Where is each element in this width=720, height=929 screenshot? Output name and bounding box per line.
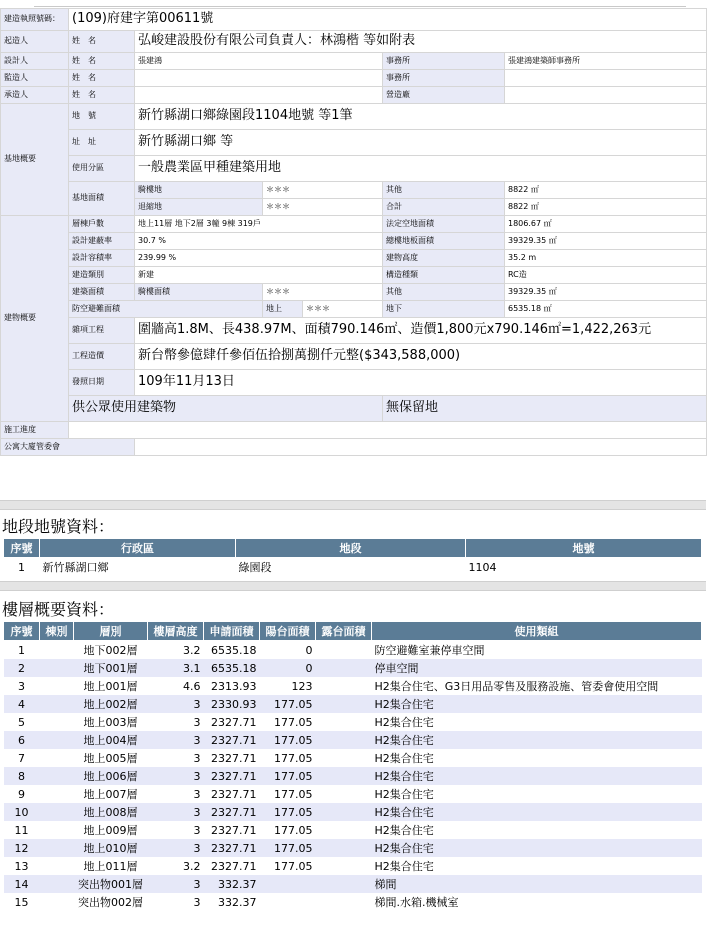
table-row — [4, 767, 702, 785]
floors-cell: 14 — [4, 875, 40, 893]
floors-cell — [40, 839, 74, 857]
floors-cell — [316, 875, 372, 893]
floors-cell: 123 — [291, 679, 313, 693]
floors-cell — [40, 893, 74, 911]
floors-cell: 9 — [18, 787, 25, 801]
floors-cell: H2集合住宅 — [374, 788, 434, 801]
building-overview-label: 建物概要 — [1, 216, 69, 422]
floors-cell: 2327.71 — [211, 787, 257, 801]
floors-cell: 突出物002層 — [78, 896, 143, 909]
table-row — [4, 558, 702, 577]
height-value: 35.2 m — [505, 250, 707, 267]
floors-cell: 3.2 — [183, 643, 201, 657]
arcade-value: ＊＊＊ — [263, 182, 383, 199]
floors-cell: 2330.93 — [204, 695, 260, 713]
floors-cell — [316, 893, 372, 911]
floors-cell — [316, 659, 372, 677]
setback-value: ＊＊＊ — [263, 199, 383, 216]
floors-cell — [40, 875, 74, 893]
site-area-label: 基地面積 — [69, 182, 135, 216]
above-label: 地上 — [263, 301, 303, 318]
total-floor-label: 總樓地板面積 — [383, 233, 505, 250]
height-label: 建物高度 — [383, 250, 505, 267]
floors-cell: 177.05 — [274, 859, 313, 873]
designer-name: 張建鴻 — [135, 53, 383, 70]
floors-cell: 4.6 — [183, 679, 201, 693]
floors-cell: 3.1 — [148, 659, 204, 677]
land-header-3: 地號 — [466, 539, 702, 558]
floors-cell: H2集合住宅 — [372, 695, 702, 713]
floors-label: 層棟戶數 — [69, 216, 135, 233]
floors-cell — [316, 749, 372, 767]
floors-header-4: 申請面積 — [204, 622, 260, 641]
floors-cell: H2集合住宅 — [372, 767, 702, 785]
contractor-name-label: 姓 名 — [69, 87, 135, 104]
floors-cell: 177.05 — [274, 787, 313, 801]
floors-cell: 12 — [4, 839, 40, 857]
floors-cell: H2集合住宅 — [374, 824, 434, 837]
contractor-name — [135, 87, 383, 104]
floors-cell: 3 — [193, 787, 201, 801]
designer-label: 設計人 — [1, 53, 69, 70]
setback-label: 退縮地 — [135, 199, 263, 216]
zoning-label: 使用分區 — [69, 156, 135, 182]
site-total-label: 合計 — [383, 199, 505, 216]
far-label: 設計容積率 — [69, 250, 135, 267]
floors-cell — [40, 731, 74, 749]
floors-cell: 3.2 — [183, 859, 201, 873]
floors-cell: 6535.18 — [204, 659, 260, 677]
floors-header-7: 使用類組 — [372, 622, 702, 641]
date-value: 109年11月13日 — [135, 370, 707, 396]
supervisor-name — [135, 70, 383, 87]
floors-cell — [316, 803, 372, 821]
floors-cell — [316, 821, 372, 839]
supervisor-office-label: 事務所 — [383, 70, 505, 87]
land-section-title: 地段地號資料： — [2, 517, 115, 536]
floors-cell: 177.05 — [274, 715, 313, 729]
above-value: ＊＊＊ — [303, 301, 383, 318]
floors-cell: 3 — [148, 767, 204, 785]
land-header-2: 地段 — [236, 539, 466, 558]
floors-cell: 0 — [260, 659, 316, 677]
floors-cell — [40, 659, 74, 677]
floors-cell: 177.05 — [260, 695, 316, 713]
coverage-label: 設計建蔽率 — [69, 233, 135, 250]
floors-cell: H2集合住宅 — [374, 752, 434, 765]
floors-cell — [316, 785, 372, 803]
land-cell: 新竹縣湖口鄉 — [42, 561, 109, 574]
build-type-value: 新建 — [135, 267, 383, 284]
coverage-value: 30.7 % — [135, 233, 383, 250]
table-row — [4, 695, 702, 713]
floors-cell: 突出物001層 — [74, 875, 148, 893]
floors-cell — [40, 767, 74, 785]
floors-cell: 2327.71 — [204, 839, 260, 857]
zoning-value: 一般農業區甲種建築用地 — [135, 156, 707, 182]
build-other-value: 39329.35 ㎡ — [505, 284, 707, 301]
open-space-value: 1806.67 ㎡ — [505, 216, 707, 233]
permit-no-label: 建造執照號碼： — [1, 9, 69, 31]
floor-section-title: 樓層概要資料： — [2, 600, 115, 619]
floors-cell: 地上007層 — [83, 788, 138, 801]
applicant-label: 起造人 — [1, 31, 69, 53]
floors-cell — [40, 695, 74, 713]
contractor-factory-label: 營造廠 — [383, 87, 505, 104]
floors-cell: H2集合住宅 — [372, 839, 702, 857]
table-row — [4, 875, 702, 893]
floors-cell: 地上001層 — [83, 680, 138, 693]
table-row — [4, 749, 702, 767]
floors-cell: 2327.71 — [211, 859, 257, 873]
top-divider — [34, 0, 686, 7]
floors-header-1: 棟別 — [40, 622, 74, 641]
floors-cell — [40, 785, 74, 803]
table-row — [4, 821, 702, 839]
table-row — [4, 839, 702, 857]
cost-label: 工程造價 — [69, 344, 135, 370]
floors-header-2: 層別 — [74, 622, 148, 641]
floors-cell: 8 — [4, 767, 40, 785]
land-cell: 1104 — [468, 560, 497, 574]
below-value: 6535.18 ㎡ — [505, 301, 707, 318]
table-row — [4, 731, 702, 749]
land-table — [3, 538, 702, 576]
floors-cell: 地上011層 — [83, 860, 138, 873]
floors-cell: 332.37 — [218, 895, 257, 909]
floors-cell — [40, 641, 74, 660]
floors-cell — [316, 677, 372, 695]
land-header-1: 行政區 — [40, 539, 236, 558]
floors-cell: 332.37 — [204, 875, 260, 893]
supervisor-office — [505, 70, 707, 87]
floors-value: 地上11層 地下2層 3幢 9棟 319戶 — [135, 216, 383, 233]
floors-cell: 2313.93 — [211, 679, 257, 693]
floors-cell: 3 — [193, 715, 201, 729]
floors-cell: 地上004層 — [74, 731, 148, 749]
floors-cell: 13 — [14, 859, 29, 873]
supervisor-name-label: 姓 名 — [69, 70, 135, 87]
floors-cell: 2327.71 — [204, 767, 260, 785]
committee-value — [135, 439, 707, 456]
land-header-0: 序號 — [4, 539, 40, 558]
floors-cell — [40, 803, 74, 821]
floors-cell: 2327.71 — [204, 803, 260, 821]
applicant-name-label: 姓 名 — [69, 31, 135, 53]
address-value: 新竹縣湖口鄉 等 — [135, 130, 707, 156]
table-row — [4, 803, 702, 821]
cost-value: 新台幣參億肆仟參佰伍拾捌萬捌仟元整($343,588,000) — [135, 344, 707, 370]
floors-header-3: 樓層高度 — [148, 622, 204, 641]
floors-cell — [316, 731, 372, 749]
designer-office-label: 事務所 — [383, 53, 505, 70]
floors-cell: 3 — [193, 751, 201, 765]
below-label: 地下 — [383, 301, 505, 318]
contractor-factory — [505, 87, 707, 104]
floors-cell: 地上008層 — [74, 803, 148, 821]
floors-cell: 地上002層 — [74, 695, 148, 713]
floors-cell — [40, 749, 74, 767]
date-label: 發照日期 — [69, 370, 135, 396]
table-row — [4, 677, 702, 695]
floors-cell: H2集合住宅 — [372, 803, 702, 821]
designer-name-label: 姓 名 — [69, 53, 135, 70]
site-other-label: 其他 — [383, 182, 505, 199]
floors-cell: 2 — [4, 659, 40, 677]
floors-cell — [40, 677, 74, 695]
table-row — [4, 659, 702, 677]
floors-cell — [260, 875, 316, 893]
misc-value: 圍牆高1.8M、長438.97M、面積790.146㎡、造價1,800元x790.146㎡=1,422,263元 — [135, 318, 707, 344]
section-separator — [0, 581, 706, 591]
build-area-label: 建築面積 — [69, 284, 135, 301]
floors-cell: 5 — [18, 715, 25, 729]
floors-cell — [40, 821, 74, 839]
floors-cell — [316, 641, 372, 660]
land-cell: 綠園段 — [238, 561, 272, 574]
far-value: 239.99 % — [135, 250, 383, 267]
floors-cell: 地上005層 — [83, 752, 138, 765]
floors-cell: 0 — [305, 643, 313, 657]
floors-cell: 3 — [18, 679, 25, 693]
progress-label: 施工進度 — [1, 422, 69, 439]
floors-header-5: 陽台面積 — [260, 622, 316, 641]
supervisor-label: 監造人 — [1, 70, 69, 87]
structure-value: RC造 — [505, 267, 707, 284]
misc-label: 雜項工程 — [69, 318, 135, 344]
floors-cell: 3 — [193, 895, 201, 909]
floor-table — [3, 621, 702, 911]
floors-cell: 地上006層 — [74, 767, 148, 785]
floors-cell: 地上003層 — [83, 716, 138, 729]
floors-cell: 177.05 — [260, 803, 316, 821]
floors-cell: 停車空間 — [372, 659, 702, 677]
floors-cell: 177.05 — [260, 839, 316, 857]
floors-cell: 3 — [148, 839, 204, 857]
public-use-label: 供公眾使用建築物 — [69, 396, 383, 422]
floors-cell: 2327.71 — [211, 751, 257, 765]
floors-cell: 15 — [14, 895, 29, 909]
floors-cell — [40, 857, 74, 875]
table-row — [4, 893, 702, 911]
floors-cell: 3 — [148, 731, 204, 749]
designer-office: 張建鴻建築師事務所 — [505, 53, 707, 70]
floors-cell — [40, 713, 74, 731]
address-label: 址 址 — [69, 130, 135, 156]
contractor-label: 承造人 — [1, 87, 69, 104]
floors-cell: 177.05 — [274, 823, 313, 837]
floors-cell: 3 — [193, 823, 201, 837]
floors-cell: 地上010層 — [74, 839, 148, 857]
table-row — [4, 641, 702, 660]
floors-cell: 2327.71 — [204, 731, 260, 749]
floors-cell — [316, 695, 372, 713]
floors-cell: 2327.71 — [211, 715, 257, 729]
floors-cell: 11 — [14, 823, 29, 837]
arcade-area-value: ＊＊＊ — [263, 284, 383, 301]
floors-cell: 梯間 — [372, 875, 702, 893]
floors-cell — [316, 839, 372, 857]
open-space-label: 法定空地面積 — [383, 216, 505, 233]
permit-table — [0, 8, 707, 456]
site-total-value: 8822 ㎡ — [505, 199, 707, 216]
land-cell: 1 — [18, 560, 25, 574]
committee-label: 公寓大廈管委會 — [1, 439, 135, 456]
build-type-label: 建造類別 — [69, 267, 135, 284]
floors-cell: 4 — [4, 695, 40, 713]
floors-cell: 10 — [4, 803, 40, 821]
floors-header-6: 露台面積 — [316, 622, 372, 641]
floors-cell: H2集合住宅 — [372, 731, 702, 749]
floors-cell: 梯間.水箱.機械室 — [374, 896, 459, 909]
build-other-label: 其他 — [383, 284, 505, 301]
floors-cell: 1 — [18, 643, 25, 657]
floors-cell: 177.05 — [260, 767, 316, 785]
structure-label: 構造種類 — [383, 267, 505, 284]
floors-cell: H2集合住宅 — [374, 716, 434, 729]
floors-cell — [260, 893, 316, 911]
floors-cell: 177.05 — [260, 731, 316, 749]
permit-no: (109)府建字第00611號 — [69, 9, 707, 31]
floors-cell: 3 — [148, 803, 204, 821]
table-row — [4, 713, 702, 731]
floors-header-0: 序號 — [4, 622, 40, 641]
arcade-area-label: 騎樓面積 — [135, 284, 263, 301]
floors-cell: 地上009層 — [83, 824, 138, 837]
floors-cell: 6535.18 — [211, 643, 257, 657]
floors-cell: 177.05 — [274, 751, 313, 765]
floors-cell: 6 — [4, 731, 40, 749]
lot-label: 地 號 — [69, 104, 135, 130]
site-other-value: 8822 ㎡ — [505, 182, 707, 199]
floors-cell — [316, 857, 372, 875]
floors-cell: H2集合住宅、G3日用品零售及服務設施、管委會使用空間 — [374, 680, 659, 693]
floors-cell: 2327.71 — [211, 823, 257, 837]
floors-cell: 地下001層 — [74, 659, 148, 677]
floors-cell — [316, 767, 372, 785]
site-overview-label: 基地概要 — [1, 104, 69, 216]
table-row — [4, 857, 702, 875]
floors-cell: 地下002層 — [83, 644, 138, 657]
section-separator — [0, 500, 706, 510]
shelter-label: 防空避難面積 — [69, 301, 263, 318]
total-floor-value: 39329.35 ㎡ — [505, 233, 707, 250]
progress-value — [69, 422, 707, 439]
floors-cell: 3 — [148, 875, 204, 893]
table-row — [4, 785, 702, 803]
floors-cell — [316, 713, 372, 731]
floors-cell: 3 — [148, 695, 204, 713]
lot-value: 新竹縣湖口鄉綠園段1104地號 等1筆 — [135, 104, 707, 130]
floors-cell: 7 — [18, 751, 25, 765]
arcade-label: 騎樓地 — [135, 182, 263, 199]
floors-cell: 防空避難室兼停車空間 — [374, 644, 485, 657]
floors-cell: H2集合住宅 — [374, 860, 434, 873]
applicant-name: 弘峻建設股份有限公司負責人：林鴻楷 等如附表 — [135, 31, 707, 53]
reserve-label: 無保留地 — [383, 396, 707, 422]
